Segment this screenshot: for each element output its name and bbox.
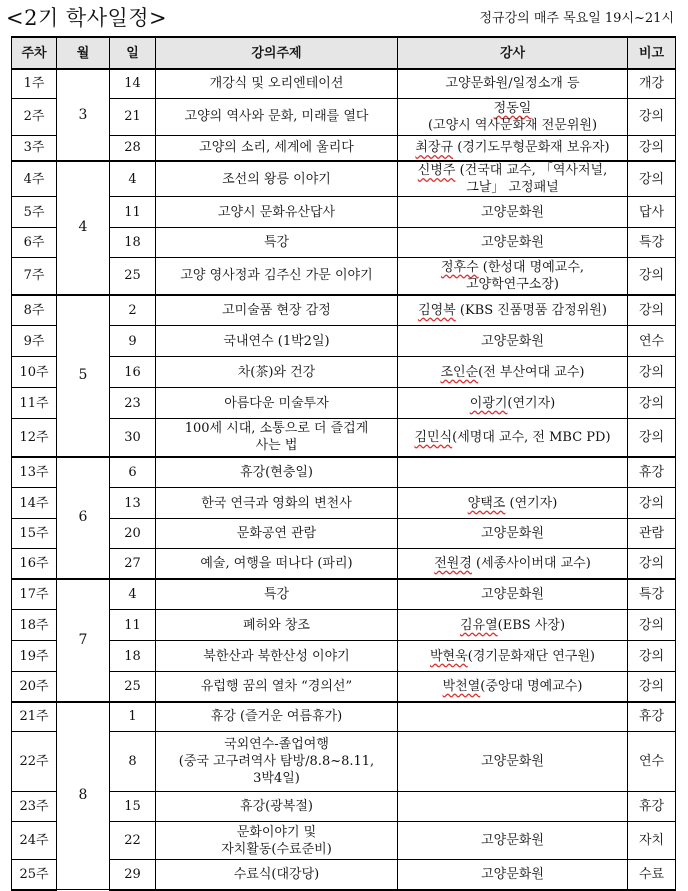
- day-cell: 9: [110, 326, 156, 357]
- schedule-table: [11, 36, 676, 891]
- lecturer-cell: 박천열(중앙대 명예교수): [398, 672, 628, 702]
- month-cell: 3: [57, 69, 110, 161]
- table-row: [12, 579, 676, 610]
- day-cell: 16: [110, 357, 156, 388]
- table-row: [12, 672, 676, 702]
- table-row: [12, 732, 676, 792]
- table-row: [12, 69, 676, 98]
- lecturer-cell: 전원경 (세종사이버대 교수): [398, 549, 628, 579]
- lecturer-cell: 박현욱(경기문화재단 연구원): [398, 641, 628, 672]
- lecturer-name: 박천열: [442, 678, 481, 694]
- topic-cell: 고양 영사정과 김주신 가문 이야기: [156, 258, 398, 295]
- day-cell: 15: [110, 792, 156, 822]
- header-month: 월: [57, 37, 110, 69]
- month-cell: 6: [57, 457, 110, 579]
- table-row: [12, 161, 676, 197]
- lecturer-cell: 고양문화원: [398, 822, 628, 860]
- day-cell: 22: [110, 822, 156, 860]
- topic-cell: 북한산과 북한산성 이야기: [156, 641, 398, 672]
- lecturer-cell: 정동일 (고양시 역사문화재 전문위원): [398, 98, 628, 135]
- month-cell: 5: [57, 295, 110, 457]
- week-cell: 11주: [12, 388, 57, 419]
- header-lecturer: 강사: [398, 37, 628, 69]
- week-cell: 19주: [12, 641, 57, 672]
- note-cell: 강의: [628, 672, 676, 702]
- table-row: [12, 357, 676, 388]
- lecturer-name: 조인순: [440, 364, 479, 380]
- table-row: [12, 860, 676, 890]
- table-row: [12, 488, 676, 519]
- header-topic: 강의주제: [156, 37, 398, 69]
- topic-cell: 특강: [156, 579, 398, 610]
- topic-cell: 100세 시대, 소통으로 더 즐겁게 사는 법: [156, 419, 398, 457]
- topic-cell: 차(茶)와 건강: [156, 357, 398, 388]
- month-cell: 7: [57, 579, 110, 702]
- topic-cell: 수료식(대강당): [156, 860, 398, 890]
- lecturer-name: 정후수: [440, 259, 479, 275]
- week-cell: 13주: [12, 457, 57, 488]
- week-cell: 8주: [12, 295, 57, 326]
- note-cell: 강의: [628, 488, 676, 519]
- topic-cell: 한국 연극과 영화의 변천사: [156, 488, 398, 519]
- note-cell: 휴강: [628, 702, 676, 732]
- lecturer-name: 김유열: [459, 617, 498, 633]
- topic-cell: 문화이야기 및 자치활동(수료준비): [156, 822, 398, 860]
- table-row: [12, 388, 676, 419]
- day-cell: 27: [110, 549, 156, 579]
- topic-cell: 개강식 및 오리엔테이션: [156, 69, 398, 98]
- topic-cell: 특강: [156, 228, 398, 258]
- note-cell: 휴강: [628, 457, 676, 488]
- week-cell: 9주: [12, 326, 57, 357]
- lecturer-cell: 고양문화원/일정소개 등: [398, 69, 628, 98]
- day-cell: 11: [110, 197, 156, 228]
- note-cell: 답사: [628, 197, 676, 228]
- table-row: [12, 822, 676, 860]
- note-cell: 연수: [628, 326, 676, 357]
- table-row: [12, 197, 676, 228]
- lecturer-name: 김민식: [414, 429, 453, 445]
- lecturer-name: 박현욱: [430, 648, 468, 664]
- note-cell: 강의: [628, 641, 676, 672]
- week-cell: 12주: [12, 419, 57, 457]
- note-cell: 강의: [628, 135, 676, 161]
- note-cell: 자치: [628, 822, 676, 860]
- lecturer-cell: 김영복 (KBS 진품명품 감정위원): [398, 295, 628, 326]
- topic-cell: 휴강 (즐거운 여름휴가): [156, 702, 398, 732]
- week-cell: 7주: [12, 258, 57, 295]
- month-cell: 8: [57, 702, 110, 890]
- lecturer-name: 전원경: [434, 555, 472, 571]
- lecturer-cell: [398, 457, 628, 488]
- header-note: 비고: [628, 37, 676, 69]
- note-cell: 강의: [628, 388, 676, 419]
- lecturer-cell: 조인순(전 부산여대 교수): [398, 357, 628, 388]
- table-row: [12, 419, 676, 457]
- day-cell: 28: [110, 135, 156, 161]
- table-row: [12, 457, 676, 488]
- table-row: [12, 610, 676, 641]
- lecturer-cell: 이광기(연기자): [398, 388, 628, 419]
- topic-cell: 유럽행 꿈의 열차 “경의선”: [156, 672, 398, 702]
- day-cell: 21: [110, 98, 156, 135]
- day-cell: 1: [110, 702, 156, 732]
- lecturer-cell: 신병주 (건국대 교수, 「역사저널, 그날」 고정패널: [398, 161, 628, 197]
- note-cell: 강의: [628, 98, 676, 135]
- week-cell: 24주: [12, 822, 57, 860]
- day-cell: 29: [110, 860, 156, 890]
- day-cell: 13: [110, 488, 156, 519]
- topic-cell: 고양시 문화유산답사: [156, 197, 398, 228]
- day-cell: 23: [110, 388, 156, 419]
- lecturer-name: 신병주: [417, 163, 456, 178]
- table-row: [12, 326, 676, 357]
- note-cell: 특강: [628, 228, 676, 258]
- note-cell: 강의: [628, 295, 676, 326]
- week-cell: 16주: [12, 549, 57, 579]
- day-cell: 30: [110, 419, 156, 457]
- topic-cell: 문화공연 관람: [156, 519, 398, 549]
- note-cell: 개강: [628, 69, 676, 98]
- day-cell: 25: [110, 258, 156, 295]
- week-cell: 4주: [12, 161, 57, 197]
- schedule-note: 정규강의 매주 목요일 19시~21시: [479, 11, 674, 26]
- note-cell: 특강: [628, 579, 676, 610]
- table-row: [12, 135, 676, 161]
- day-cell: 4: [110, 161, 156, 197]
- lecturer-name: 이광기: [469, 395, 508, 411]
- table-row: [12, 641, 676, 672]
- week-cell: 23주: [12, 792, 57, 822]
- topic-cell: 폐허와 창조: [156, 610, 398, 641]
- lecturer-cell: 고양문화원: [398, 228, 628, 258]
- week-cell: 14주: [12, 488, 57, 519]
- day-cell: 4: [110, 579, 156, 610]
- note-cell: 강의: [628, 419, 676, 457]
- page-title: <2기 학사일정>: [6, 6, 168, 30]
- week-cell: 3주: [12, 135, 57, 161]
- lecturer-cell: [398, 702, 628, 732]
- lecturer-cell: 고양문화원: [398, 732, 628, 792]
- note-cell: 관람: [628, 519, 676, 549]
- table-row: [12, 549, 676, 579]
- note-cell: 강의: [628, 258, 676, 295]
- table-row: [12, 702, 676, 732]
- topic-cell: 휴강(광복절): [156, 792, 398, 822]
- table-header-row: [12, 37, 676, 69]
- note-cell: 수료: [628, 860, 676, 890]
- lecturer-name: 정동일: [493, 100, 532, 116]
- topic-cell: 아름다운 미술투자: [156, 388, 398, 419]
- topic-cell: 국외연수-졸업여행 (중국 고구려역사 탐방/8.8~8.11, 3박4일): [156, 732, 398, 792]
- lecturer-cell: 고양문화원: [398, 860, 628, 890]
- lecturer-cell: 고양문화원: [398, 519, 628, 549]
- table-row: [12, 295, 676, 326]
- topic-cell: 고미술품 현장 감정: [156, 295, 398, 326]
- week-cell: 25주: [12, 860, 57, 890]
- week-cell: 17주: [12, 579, 57, 610]
- day-cell: 2: [110, 295, 156, 326]
- topic-cell: 고양의 소리, 세계에 울리다: [156, 135, 398, 161]
- week-cell: 15주: [12, 519, 57, 549]
- note-cell: 강의: [628, 357, 676, 388]
- lecturer-name: 최장규: [415, 140, 454, 156]
- lecturer-cell: 최장규 (경기도무형문화재 보유자): [398, 135, 628, 161]
- note-cell: 휴강: [628, 792, 676, 822]
- day-cell: 18: [110, 228, 156, 258]
- week-cell: 22주: [12, 732, 57, 792]
- lecturer-cell: 정후수 (한성대 명예교수, 고양학연구소장): [398, 258, 628, 295]
- week-cell: 1주: [12, 69, 57, 98]
- note-cell: 강의: [628, 549, 676, 579]
- lecturer-cell: 고양문화원: [398, 197, 628, 228]
- week-cell: 20주: [12, 672, 57, 702]
- lecturer-name: 양택조: [467, 495, 506, 511]
- day-cell: 14: [110, 69, 156, 98]
- day-cell: 25: [110, 672, 156, 702]
- week-cell: 6주: [12, 228, 57, 258]
- lecturer-cell: 김유열(EBS 사장): [398, 610, 628, 641]
- lecturer-name: 김영복: [418, 302, 456, 318]
- week-cell: 21주: [12, 702, 57, 732]
- topic-cell: 고양의 역사와 문화, 미래를 열다: [156, 98, 398, 135]
- month-cell: 4: [57, 161, 110, 295]
- topic-cell: 국내연수 (1박2일): [156, 326, 398, 357]
- week-cell: 2주: [12, 98, 57, 135]
- note-cell: 강의: [628, 610, 676, 641]
- table-row: [12, 519, 676, 549]
- table-row: [12, 792, 676, 822]
- header-week: 주차: [12, 37, 57, 69]
- week-cell: 5주: [12, 197, 57, 228]
- header-day: 일: [110, 37, 156, 69]
- topic-cell: 예술, 여행을 떠나다 (파리): [156, 549, 398, 579]
- day-cell: 11: [110, 610, 156, 641]
- day-cell: 18: [110, 641, 156, 672]
- topic-cell: 조선의 왕릉 이야기: [156, 161, 398, 197]
- topic-cell: 휴강(현충일): [156, 457, 398, 488]
- day-cell: 6: [110, 457, 156, 488]
- note-cell: 강의: [628, 161, 676, 197]
- table-row: [12, 228, 676, 258]
- table-row: [12, 258, 676, 295]
- day-cell: 20: [110, 519, 156, 549]
- week-cell: 10주: [12, 357, 57, 388]
- lecturer-cell: 양택조 (연기자): [398, 488, 628, 519]
- lecturer-cell: [398, 792, 628, 822]
- lecturer-cell: 고양문화원: [398, 326, 628, 357]
- day-cell: 8: [110, 732, 156, 792]
- week-cell: 18주: [12, 610, 57, 641]
- note-cell: 연수: [628, 732, 676, 792]
- lecturer-cell: 고양문화원: [398, 579, 628, 610]
- table-row: [12, 98, 676, 135]
- lecturer-cell: 김민식(세명대 교수, 전 MBC PD): [398, 419, 628, 457]
